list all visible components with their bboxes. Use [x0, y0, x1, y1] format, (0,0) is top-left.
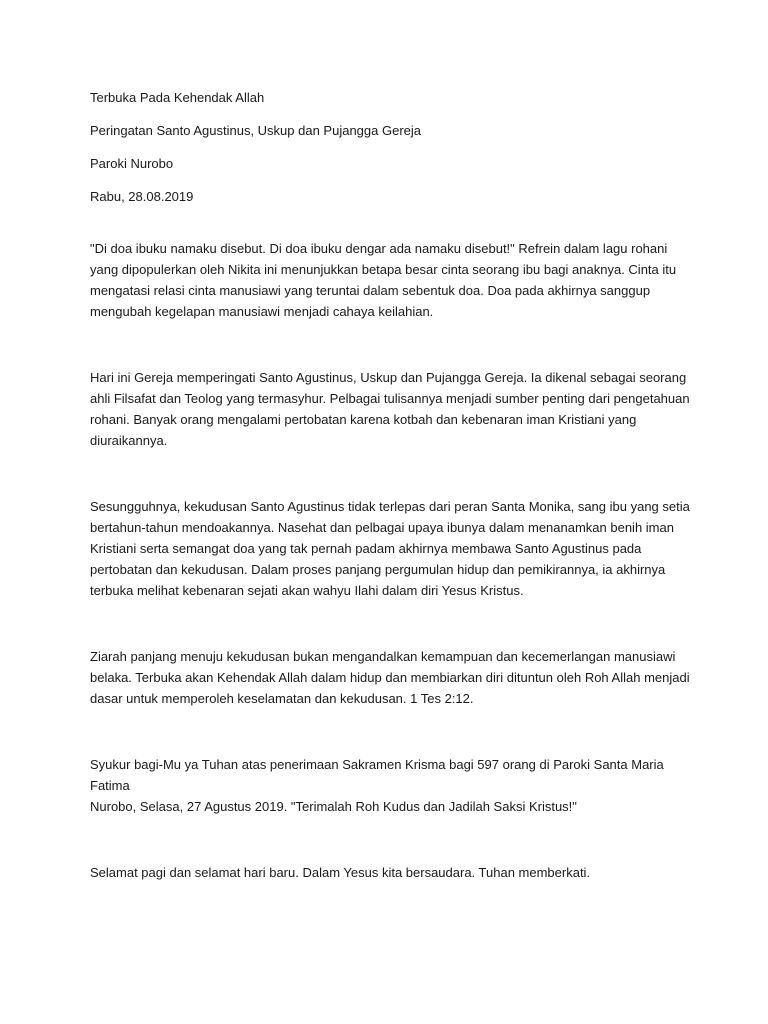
paragraph-line: belaka. Terbuka akan Kehendak Allah dalam hidup dan membiarkan diri dituntun oleh Roh Allah menjadi — [90, 670, 690, 685]
paragraph-line: "Di doa ibuku namaku disebut. Di doa ibuku dengar ada namaku disebut!" Refrein dalam lagu rohani — [90, 241, 668, 256]
paragraph-line: diuraikannya. — [90, 433, 168, 448]
paragraph-line: terbuka melihat kebenaran sejati akan wahyu Ilahi dalam diri Yesus Kristus. — [90, 583, 524, 598]
paragraph-line: Syukur bagi-Mu ya Tuhan atas penerimaan Sakramen Krisma bagi 597 orang di Paroki Santa Maria Fatima — [90, 757, 664, 793]
paragraph-line: rohani. Banyak orang mengalami pertobatan karena kotbah dan kebenaran iman Kristiani yang — [90, 412, 637, 427]
paragraph-line: Selamat pagi dan selamat hari baru. Dalam Yesus kita bersaudara. Tuhan memberkati. — [90, 865, 591, 880]
paragraph-line: ahli Filsafat dan Teolog yang termasyhur. Pelbagai tulisannya menjadi sumber penting dari pengetahuan — [90, 391, 690, 406]
document-date: Rabu, 28.08.2019 — [90, 189, 194, 204]
document-body — [90, 88, 690, 883]
paragraph-line: yang dipopulerkan oleh Nikita ini menunjukkan betapa besar cinta seorang ibu bagi anaknya. Cinta itu — [90, 262, 677, 277]
paragraph-4 — [90, 646, 690, 709]
paragraph-6 — [90, 862, 690, 883]
paragraph-line: Sesungguhnya, kekudusan Santo Agustinus tidak terlepas dari peran Santa Monika, sang ibu yang setia — [90, 499, 690, 514]
paragraph-line: Ziarah panjang menuju kekudusan bukan mengandalkan kemampuan dan kecemerlangan manusiawi — [90, 649, 676, 664]
paragraph-line: dasar untuk memperoleh keselamatan dan kekudusan. 1 Tes 2:12. — [90, 691, 474, 706]
paragraph-line: bertahun-tahun mendoakannya. Nasehat dan pelbagai upaya ibunya dalam menanamkan benih iman — [90, 520, 674, 535]
paragraph-2 — [90, 367, 690, 451]
document-parish: Paroki Nurobo — [90, 156, 174, 171]
paragraph-line: mengatasi relasi cinta manusiawi yang teruntai dalam sebentuk doa. Doa pada akhirnya sanggup — [90, 283, 651, 298]
paragraph-1 — [90, 238, 690, 322]
paragraph-line: mengubah kegelapan manusiawi menjadi cahaya keilahian. — [90, 304, 434, 319]
paragraph-5 — [90, 754, 690, 817]
paragraph-line: Kristiani serta semangat doa yang tak pernah padam akhirnya membawa Santo Agustinus pada — [90, 541, 642, 556]
document-subtitle: Peringatan Santo Agustinus, Uskup dan Pujangga Gereja — [90, 123, 422, 138]
document-title: Terbuka Pada Kehendak Allah — [90, 90, 265, 105]
paragraph-line: pertobatan dan kekudusan. Dalam proses panjang pergumulan hidup dan pemikirannya, ia akhirnya — [90, 562, 666, 577]
paragraph-line: Hari ini Gereja memperingati Santo Agustinus, Uskup dan Pujangga Gereja. Ia dikenal sebagai seorang — [90, 370, 687, 385]
paragraph-3 — [90, 496, 690, 601]
paragraph-line: Nurobo, Selasa, 27 Agustus 2019. "Terimalah Roh Kudus dan Jadilah Saksi Kristus!" — [90, 799, 577, 814]
